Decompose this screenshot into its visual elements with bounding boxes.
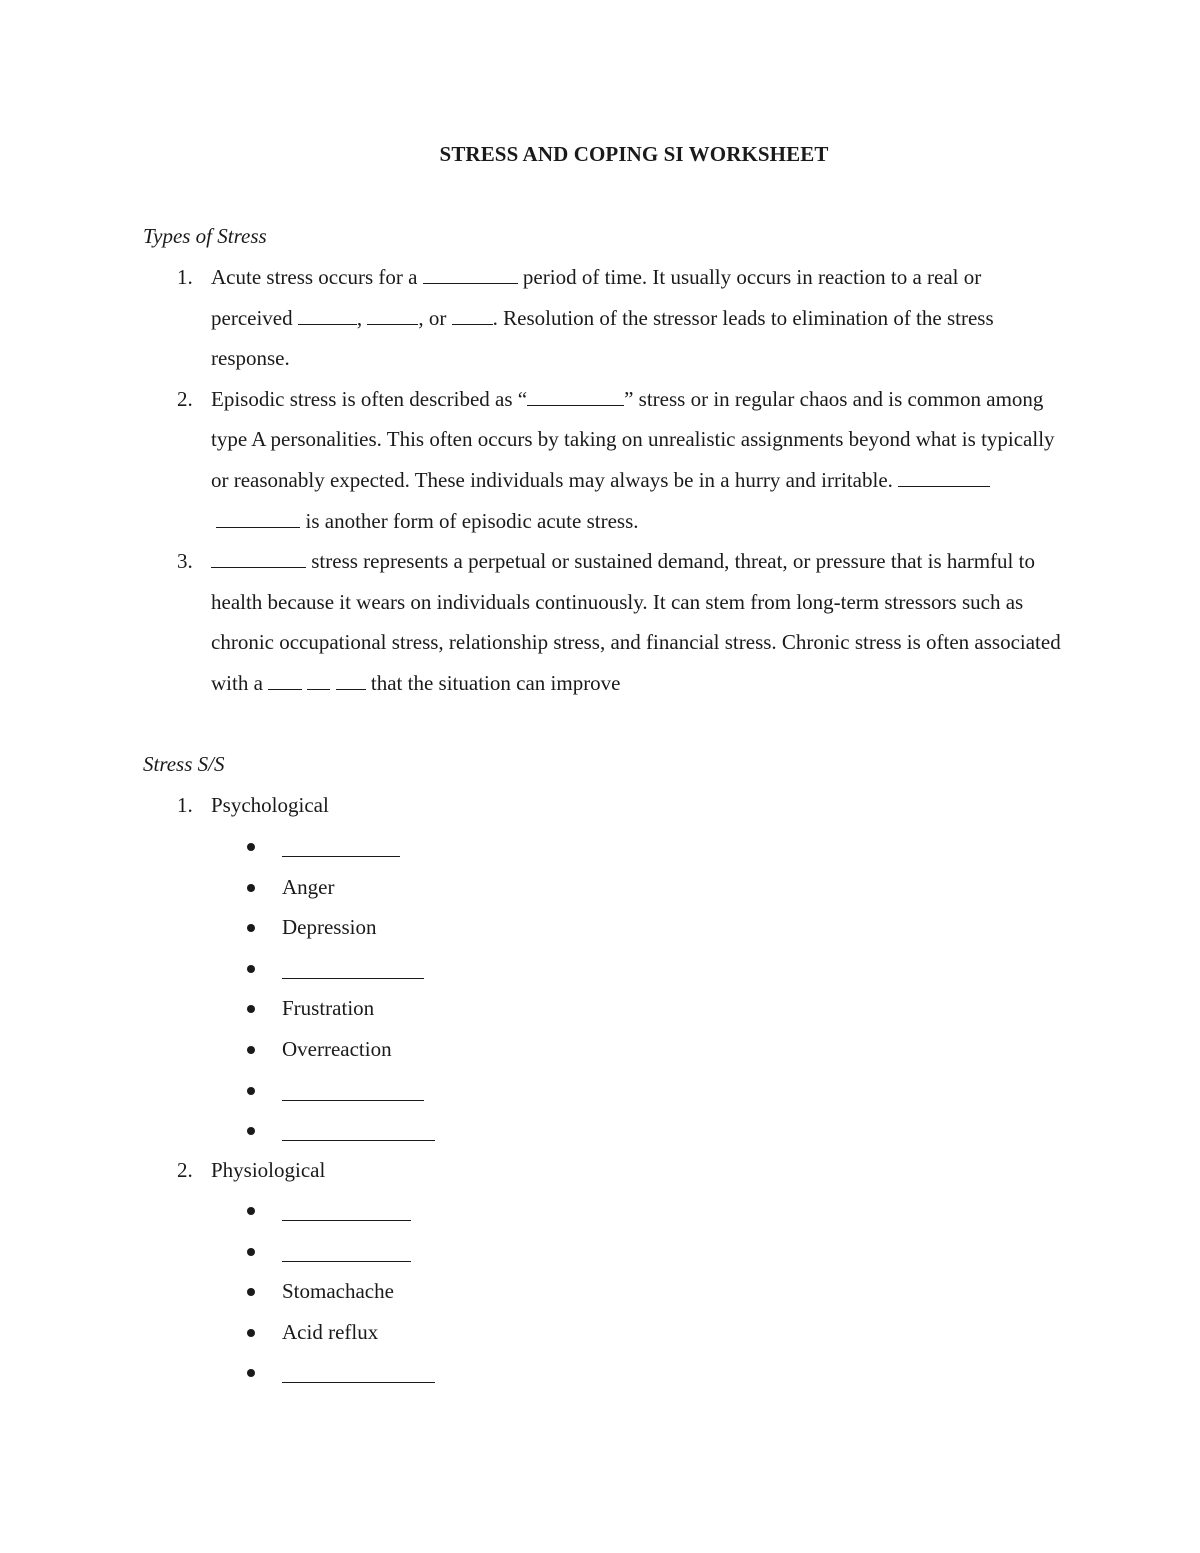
bullet-icon: [247, 1087, 255, 1095]
list-item: [143, 867, 435, 908]
fill-blank[interactable]: [423, 266, 518, 284]
item-number: 2.: [177, 386, 193, 411]
fill-blank[interactable]: [211, 550, 306, 568]
bullet-icon: [247, 1127, 255, 1135]
fill-blank[interactable]: [282, 1203, 411, 1221]
item-number: 3.: [177, 549, 193, 574]
bullet-icon: [247, 1046, 255, 1054]
item-text: , or: [418, 305, 452, 330]
list-item: [143, 907, 435, 948]
list-item: [143, 1231, 435, 1272]
bullet-icon: [247, 1248, 255, 1256]
types-of-stress-heading: Types of Stress: [143, 224, 267, 248]
fill-blank[interactable]: [268, 672, 302, 690]
psychological-label-row: [143, 785, 1063, 826]
item-text: is another form of episodic acute stress.: [300, 508, 639, 533]
bullet-icon: [247, 843, 255, 851]
fill-blank[interactable]: [282, 1244, 411, 1262]
bullet-icon: [247, 924, 255, 932]
physiological-label-row: [143, 1150, 1063, 1191]
bullet-icon: [247, 1207, 255, 1215]
list-item: [143, 1190, 435, 1231]
page-title: STRESS AND COPING SI WORKSHEET: [439, 142, 829, 166]
list-item-text: Overreaction: [282, 1036, 392, 1061]
fill-blank[interactable]: [282, 1083, 424, 1101]
list-item: [143, 1110, 435, 1151]
types-list: [143, 257, 1063, 704]
list-item-text: Depression: [282, 915, 377, 940]
bullet-icon: [247, 965, 255, 973]
bullet-icon: [247, 1329, 255, 1337]
fill-blank[interactable]: [307, 672, 330, 690]
acute-stress-item: [143, 257, 1063, 379]
psychological-list: [143, 826, 435, 1151]
item-number: 1.: [177, 265, 193, 289]
item-number: 1.: [177, 793, 193, 817]
fill-blank[interactable]: [282, 1123, 435, 1141]
fill-blank[interactable]: [282, 839, 400, 857]
bullet-icon: [247, 1288, 255, 1296]
episodic-stress-item: [143, 379, 1063, 541]
list-item: [143, 1070, 435, 1111]
item-text: Episodic stress is often described as “: [211, 386, 528, 411]
list-item-text: Acid reflux: [282, 1319, 379, 1344]
item-text: stress represents a perpetual or sustained demand, threat, or pressure that is harmful to health because it wears on individuals continuously. It can stem from long-term stressors such as chronic occupational stress, relationship stress, and financial stress. Chronic stress is often associated with a: [211, 549, 1061, 695]
list-item-text: Frustration: [282, 996, 375, 1021]
physiological-label: Physiological: [211, 1158, 326, 1182]
fill-blank[interactable]: [898, 469, 990, 487]
psychological-label: Psychological: [211, 793, 329, 817]
list-item: [143, 1352, 435, 1393]
psychological-section: [143, 785, 1063, 826]
list-item: [143, 988, 435, 1029]
fill-blank[interactable]: [216, 510, 300, 528]
chronic-stress-item: [143, 541, 1063, 703]
item-text: ” stress or in regular chaos and is common among type A personalities. This often occurs by taking on unrealistic assignments beyond what is typically or reasonably expected. These individuals may always be in a hurry and irritable.: [211, 386, 1055, 492]
fill-blank[interactable]: [336, 672, 366, 690]
stress-signs-symptoms-heading: Stress S/S: [143, 752, 225, 776]
fill-blank[interactable]: [298, 307, 357, 325]
bullet-icon: [247, 1369, 255, 1377]
list-item: [143, 948, 435, 989]
item-text: Acute stress occurs for a: [211, 265, 423, 289]
fill-blank[interactable]: [282, 961, 424, 979]
item-text: period of time. It usually occurs in reaction to a real or perceived: [211, 265, 982, 330]
physiological-list: [143, 1190, 435, 1393]
list-item-text: Stomachache: [282, 1279, 394, 1304]
list-item: [143, 1029, 435, 1070]
item-number: 2.: [177, 1158, 193, 1182]
bullet-icon: [247, 1005, 255, 1013]
item-text: ,: [356, 305, 368, 330]
list-item: [143, 826, 435, 867]
item-text: . Resolution of the stressor leads to elimination of the stress response.: [211, 305, 994, 371]
fill-blank[interactable]: [452, 307, 493, 325]
list-item-text: Anger: [282, 874, 335, 899]
fill-blank[interactable]: [527, 388, 624, 406]
list-item: [143, 1312, 435, 1353]
bullet-icon: [247, 884, 255, 892]
list-item: [143, 1271, 435, 1312]
fill-blank[interactable]: [367, 307, 418, 325]
fill-blank[interactable]: [282, 1365, 435, 1383]
physiological-section: [143, 1150, 1063, 1191]
item-text: that the situation can improve: [365, 670, 621, 695]
